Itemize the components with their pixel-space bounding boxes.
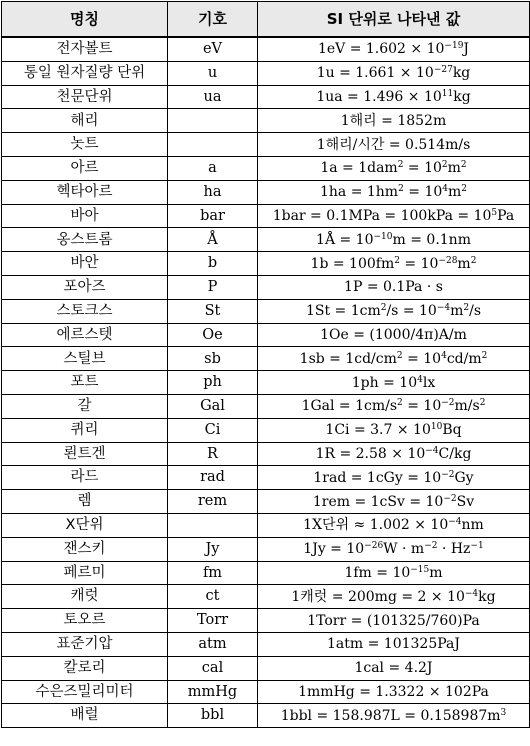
unit-name: 배럴 xyxy=(2,704,168,728)
exponent: 10 xyxy=(430,422,443,433)
unit-symbol: b xyxy=(168,252,258,276)
value-text: 1해리/시간 = 0.514m/s xyxy=(316,136,471,153)
value-text: W · m xyxy=(383,541,425,558)
unit-symbol: fm xyxy=(168,561,258,585)
exponent: −27 xyxy=(433,65,453,76)
unit-symbol: Oe xyxy=(168,323,258,347)
value-text: = 10 xyxy=(403,160,442,177)
exponent: 4 xyxy=(417,374,423,385)
exponent: 4 xyxy=(441,350,447,361)
value-text: 1a = 1dam xyxy=(320,160,398,177)
table-row xyxy=(2,513,530,537)
unit-symbol xyxy=(168,109,258,133)
unit-symbol: mmHg xyxy=(168,680,258,704)
unit-name: 렘 xyxy=(2,490,168,514)
unit-name: 포아즈 xyxy=(2,275,168,299)
value-text: 1mmHg = 1.3322 × 102Pa xyxy=(298,683,489,700)
unit-name: 퀴리 xyxy=(2,418,168,442)
table-row xyxy=(2,632,530,656)
unit-si-value xyxy=(258,347,530,371)
value-text: m xyxy=(457,255,471,272)
unit-name: 페르미 xyxy=(2,561,168,585)
exponent: −1 xyxy=(470,541,484,552)
table-row xyxy=(2,585,530,609)
value-text: kg xyxy=(453,88,471,105)
table-row xyxy=(2,85,530,109)
value-text: cd/m xyxy=(446,350,482,367)
value-text: 1해리 = 1852m xyxy=(340,112,447,129)
unit-symbol xyxy=(168,133,258,157)
value-text: 1rem = 1cSv = 10 xyxy=(312,493,444,510)
exponent: 2 xyxy=(394,255,400,266)
unit-symbol: R xyxy=(168,442,258,466)
exponent: 2 xyxy=(441,160,448,171)
unit-name: 포트 xyxy=(2,371,168,395)
value-text: 1Torr = (101325/760)Pa xyxy=(307,612,480,629)
unit-name: 토오르 xyxy=(2,609,168,633)
value-text: 1캐럿 = 200mg = 2 × 10 xyxy=(291,588,465,605)
unit-si-value xyxy=(258,513,530,537)
table-row xyxy=(2,609,530,633)
unit-name: 캐럿 xyxy=(2,585,168,609)
table-row xyxy=(2,323,530,347)
exponent: −4 xyxy=(436,303,451,314)
value-text: 1Ci = 3.7 × 10 xyxy=(325,422,431,439)
unit-name: 해리 xyxy=(2,109,168,133)
unit-name: 표준기압 xyxy=(2,632,168,656)
unit-si-value xyxy=(258,299,530,323)
table-row xyxy=(2,252,530,276)
table-row xyxy=(2,156,530,180)
unit-name: 스토크스 xyxy=(2,299,168,323)
exponent: 2 xyxy=(479,398,486,409)
unit-symbol: atm xyxy=(168,632,258,656)
unit-name: 바아 xyxy=(2,204,168,228)
exponent: 2 xyxy=(460,160,467,171)
table-row xyxy=(2,299,530,323)
value-text: kg xyxy=(478,588,496,605)
exponent: 2 xyxy=(398,184,404,195)
value-text: 1Gal = 1cm/s xyxy=(301,398,398,415)
header-value: SI 단위로 나타낸 값 xyxy=(258,2,530,38)
value-text: 1ph = 10 xyxy=(351,374,418,391)
unit-si-value xyxy=(258,275,530,299)
unit-symbol: Torr xyxy=(168,609,258,633)
table-row xyxy=(2,228,530,252)
unit-symbol: ct xyxy=(168,585,258,609)
unit-si-value xyxy=(258,656,530,680)
unit-si-value xyxy=(258,561,530,585)
exponent: 11 xyxy=(441,88,454,99)
value-text: = 10 xyxy=(402,350,442,367)
unit-si-value xyxy=(258,537,530,561)
unit-symbol: Jy xyxy=(168,537,258,561)
unit-si-value xyxy=(258,156,530,180)
exponent: −4 xyxy=(448,517,462,528)
exponent: −2 xyxy=(441,398,455,409)
value-text: = 10 xyxy=(402,398,442,415)
unit-name: 아르 xyxy=(2,156,168,180)
exponent: 2 xyxy=(396,350,403,361)
value-text: 1X단위 ≈ 1.002 × 10 xyxy=(303,517,449,534)
unit-name: 잰스키 xyxy=(2,537,168,561)
unit-si-value xyxy=(258,323,530,347)
unit-symbol: cal xyxy=(168,656,258,680)
unit-name: 뢴트겐 xyxy=(2,442,168,466)
unit-name: 에르스텟 xyxy=(2,323,168,347)
unit-name: 바안 xyxy=(2,252,168,276)
table-row xyxy=(2,442,530,466)
value-text: 1cal = 4.2J xyxy=(354,660,433,677)
unit-symbol: ph xyxy=(168,371,258,395)
unit-si-value xyxy=(258,133,530,157)
table-row xyxy=(2,537,530,561)
unit-symbol: bbl xyxy=(168,704,258,728)
header-symbol: 기호 xyxy=(168,2,258,38)
unit-symbol: St xyxy=(168,299,258,323)
value-text: C/kg xyxy=(438,445,472,462)
exponent: −4 xyxy=(464,588,479,599)
unit-si-value xyxy=(258,442,530,466)
table-row xyxy=(2,347,530,371)
value-text: · Hz xyxy=(437,541,471,558)
unit-name: 수은즈밀리미터 xyxy=(2,680,168,704)
value-text: Bq xyxy=(442,422,462,439)
table-row xyxy=(2,656,530,680)
value-text: 1P = 0.1Pa · s xyxy=(344,279,443,296)
unit-si-value xyxy=(258,61,530,85)
value-text: m xyxy=(450,303,464,320)
unit-name: 옹스트롬 xyxy=(2,228,168,252)
unit-si-value xyxy=(258,180,530,204)
unit-si-value xyxy=(258,490,530,514)
table-row xyxy=(2,394,530,418)
unit-si-value xyxy=(258,204,530,228)
value-text: 1sb = 1cd/cm xyxy=(299,350,397,367)
value-text: /s xyxy=(469,303,482,320)
value-text: 1Jy = 10 xyxy=(303,541,365,558)
exponent: −19 xyxy=(444,41,464,52)
value-text: = 10 xyxy=(403,184,443,201)
value-text: Sv xyxy=(456,493,475,510)
exponent: 3 xyxy=(500,707,507,718)
value-text: 1bar = 0.1MPa = 100kPa = 10 xyxy=(272,207,492,224)
value-text: m xyxy=(448,184,462,201)
value-text: 1bbl = 158.987L = 0.158987m xyxy=(280,707,501,724)
exponent: −10 xyxy=(373,231,393,242)
value-text: 1St = 1cm xyxy=(305,303,381,320)
value-text: Gy xyxy=(454,469,474,486)
unit-symbol xyxy=(168,513,258,537)
unit-si-value xyxy=(258,466,530,490)
exponent: −2 xyxy=(441,469,455,480)
unit-symbol: Å xyxy=(168,228,258,252)
exponent: −26 xyxy=(364,541,384,552)
unit-symbol: rem xyxy=(168,490,258,514)
unit-symbol: a xyxy=(168,156,258,180)
exponent: −28 xyxy=(438,255,458,266)
table-row xyxy=(2,371,530,395)
value-text: kg xyxy=(452,65,471,82)
exponent: 2 xyxy=(463,303,470,314)
exponent: 2 xyxy=(397,160,404,171)
unit-si-value xyxy=(258,109,530,133)
value-text: 1Å = 10 xyxy=(316,231,374,248)
unit-si-value xyxy=(258,585,530,609)
exponent: 2 xyxy=(397,398,403,409)
unit-si-value xyxy=(258,680,530,704)
table-row xyxy=(2,109,530,133)
exponent: 2 xyxy=(470,255,477,266)
exponent: 2 xyxy=(481,350,488,361)
value-text: 1atm = 101325PaJ xyxy=(327,636,460,653)
exponent: 4 xyxy=(442,184,448,195)
unit-name: 갈 xyxy=(2,394,168,418)
unit-si-value xyxy=(258,37,530,61)
table-row xyxy=(2,275,530,299)
unit-symbol: Ci xyxy=(168,418,258,442)
unit-si-value xyxy=(258,252,530,276)
exponent: −4 xyxy=(425,445,439,456)
table-row xyxy=(2,561,530,585)
unit-name: X단위 xyxy=(2,513,168,537)
table-row xyxy=(2,180,530,204)
value-text: 1ua = 1.496 × 10 xyxy=(316,88,442,105)
value-text: 1rad = 1cGy = 10 xyxy=(313,469,442,486)
unit-si-value xyxy=(258,632,530,656)
exponent: 2 xyxy=(380,303,387,314)
table-row xyxy=(2,204,530,228)
table-row xyxy=(2,680,530,704)
unit-symbol: P xyxy=(168,275,258,299)
value-text: /s = 10 xyxy=(386,303,437,320)
unit-name: 통일 원자질량 단위 xyxy=(2,61,168,85)
table-row xyxy=(2,418,530,442)
unit-symbol: ua xyxy=(168,85,258,109)
unit-name: 헥타아르 xyxy=(2,180,168,204)
value-text: nm xyxy=(461,517,484,534)
table-row xyxy=(2,490,530,514)
exponent: −2 xyxy=(424,541,438,552)
units-table-body xyxy=(2,37,530,728)
header-row xyxy=(2,2,530,38)
value-text: 1Oe = (1000/4π)A/m xyxy=(320,326,467,343)
unit-symbol: ha xyxy=(168,180,258,204)
unit-symbol: sb xyxy=(168,347,258,371)
unit-name: 천문단위 xyxy=(2,85,168,109)
header-name: 명칭 xyxy=(2,2,168,38)
unit-si-value xyxy=(258,228,530,252)
table-row xyxy=(2,466,530,490)
unit-symbol: bar xyxy=(168,204,258,228)
value-text: 1eV = 1.602 × 10 xyxy=(317,41,445,58)
value-text: 1fm = 10 xyxy=(344,564,411,581)
unit-name: 전자볼트 xyxy=(2,37,168,61)
value-text: J xyxy=(463,41,470,58)
unit-name: 스틸브 xyxy=(2,347,168,371)
table-row xyxy=(2,704,530,728)
unit-si-value xyxy=(258,609,530,633)
value-text: 1u = 1.661 × 10 xyxy=(316,65,434,82)
unit-si-value xyxy=(258,85,530,109)
unit-si-value xyxy=(258,704,530,728)
value-text: Pa xyxy=(497,207,515,224)
unit-si-value xyxy=(258,371,530,395)
value-text: m xyxy=(429,564,443,581)
value-text: 1b = 100fm xyxy=(310,255,395,272)
value-text: = 10 xyxy=(399,255,439,272)
unit-si-value xyxy=(258,418,530,442)
exponent: 2 xyxy=(461,184,468,195)
value-text: m xyxy=(447,160,461,177)
unit-symbol: eV xyxy=(168,37,258,61)
table-row xyxy=(2,133,530,157)
value-text: lx xyxy=(422,374,436,391)
value-text: m = 0.1nm xyxy=(392,231,471,248)
value-text: 1ha = 1hm xyxy=(319,184,399,201)
table-row xyxy=(2,61,530,85)
exponent: −2 xyxy=(443,493,457,504)
unit-name: 칼로리 xyxy=(2,656,168,680)
unit-name: 라드 xyxy=(2,466,168,490)
unit-si-value xyxy=(258,394,530,418)
unit-symbol: Gal xyxy=(168,394,258,418)
unit-name: 놋트 xyxy=(2,133,168,157)
table-row xyxy=(2,37,530,61)
unit-symbol: u xyxy=(168,61,258,85)
value-text: m/s xyxy=(454,398,480,415)
value-text: 1R = 2.58 × 10 xyxy=(315,445,426,462)
units-table xyxy=(1,1,530,728)
exponent: −15 xyxy=(410,564,430,575)
exponent: 5 xyxy=(491,207,498,218)
unit-symbol: rad xyxy=(168,466,258,490)
